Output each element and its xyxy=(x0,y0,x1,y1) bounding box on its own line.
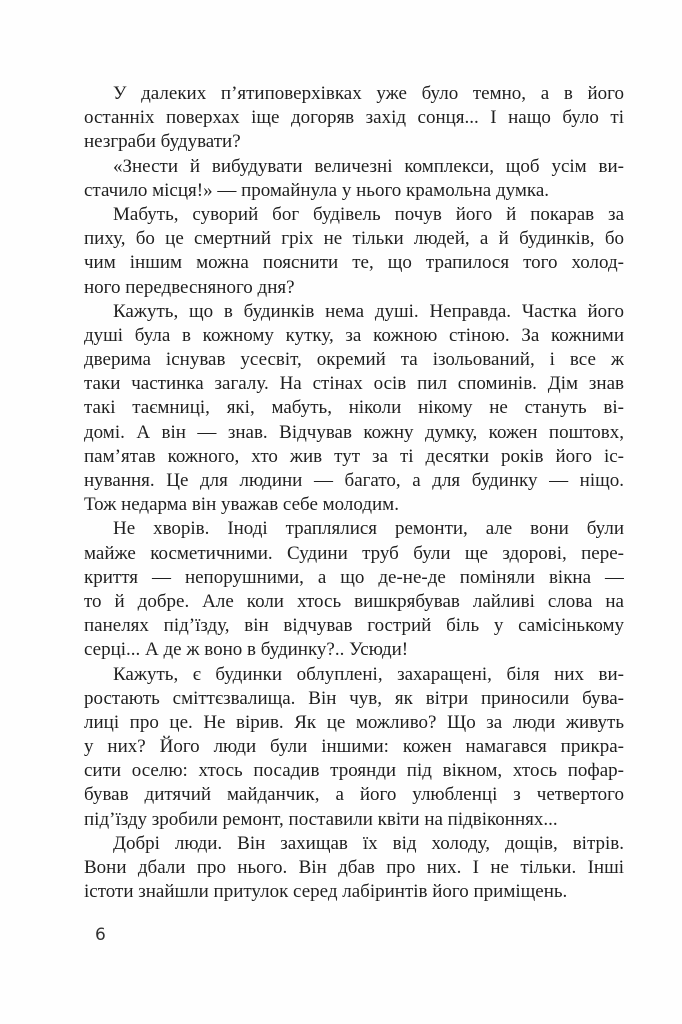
text-line: таки частинка загалу. На стінах осів пил споминів. Дім знав xyxy=(84,373,624,395)
paragraph xyxy=(84,82,624,155)
text-block xyxy=(84,82,624,904)
text-line: дверима існував усесвіт, окремий та ізольований, і все ж xyxy=(84,349,624,371)
text-line: «Знести й вибудувати величезні комплекси, щоб усім ви- xyxy=(113,155,624,177)
text-line: чим іншим можна пояснити те, що трапилося того холод- xyxy=(84,252,624,274)
paragraph xyxy=(84,300,624,518)
text-line: Кажуть, є будинки облуплені, захаращені, біля них ви- xyxy=(113,663,624,685)
paragraph xyxy=(84,517,624,662)
text-line: Тож недарма він уважав себе молодим. xyxy=(84,494,399,516)
text-line: під’їзду зробили ремонт, поставили квіти на підвіконнях... xyxy=(84,808,558,830)
text-line: криття — непорушними, а що де-не-де поміняли вікна — xyxy=(84,566,624,588)
text-line: ростають сміттєзвалища. Він чув, як вітри приносили бува- xyxy=(84,687,624,709)
text-line: душі була в кожному кутку, за кожною стіною. За кожними xyxy=(84,324,624,346)
text-line: ного передвесняного дня? xyxy=(84,276,295,298)
text-line: у них? Його люди були іншими: кожен намагався прикра- xyxy=(84,736,624,758)
text-line: майже косметичними. Судини труб були ще здорові, пере- xyxy=(84,542,624,564)
paragraph xyxy=(84,203,624,300)
paragraph xyxy=(84,155,624,203)
text-line: істоти знайшли притулок серед лабіринтів його приміщень. xyxy=(84,881,568,903)
text-line: пиху, бо це смертний гріх не тільки людей, а й будинків, бо xyxy=(84,228,624,250)
paragraph xyxy=(84,832,624,905)
text-line: Кажуть, що в будинків нема душі. Неправда. Частка його xyxy=(113,300,624,322)
text-line: сити оселю: хтось посадив троянди під вікном, хтось пофар- xyxy=(84,760,624,782)
text-line: то й добре. Але коли хтось вишкрябував лайливі слова на xyxy=(84,590,624,612)
text-line: Добрі люди. Він захищав їх від холоду, дощів, вітрів. xyxy=(113,832,624,854)
text-line: бував дитячий майданчик, а його улюбленці з четвертого xyxy=(84,784,624,806)
text-line: такі таємниці, які, мабуть, ніколи нікому не стануть ві- xyxy=(84,397,624,419)
text-line: незграби будувати? xyxy=(84,131,241,153)
text-line: нування. Це для людини — багато, а для будинку — ніщо. xyxy=(84,470,624,491)
text-line: стачило місця!» — промайнула у нього крамольна думка. xyxy=(84,179,550,201)
text-line: Не хворів. Іноді траплялися ремонти, але вони були xyxy=(113,518,624,540)
text-line: Вони дбали про нього. Він дбав про них. І не тільки. Інші xyxy=(84,857,624,878)
text-line: У далеких п’ятиповерхівках уже було темно, а в його xyxy=(113,83,624,104)
text-line: пам’ятав кожного, хто жив тут за ті десятки років його іс- xyxy=(84,445,624,467)
text-line: серці... А де ж воно в будинку?.. Усюди! xyxy=(84,639,409,661)
text-line: Мабуть, суворий бог будівель почув його й покарав за xyxy=(113,203,624,225)
text-line: останніх поверхах іще догоряв захід сонця... І нащо було ті xyxy=(84,107,624,129)
page-number: 6 xyxy=(95,925,106,945)
text-line: панелях під’їзду, він відчував гострий біль у самісінькому xyxy=(84,615,624,637)
paragraph xyxy=(84,663,624,832)
text-line: лиці про це. Не вірив. Як це можливо? Що за люди живуть xyxy=(84,711,624,733)
text-line: домі. А він — знав. Відчував кожну думку, кожен поштовх, xyxy=(84,421,624,443)
